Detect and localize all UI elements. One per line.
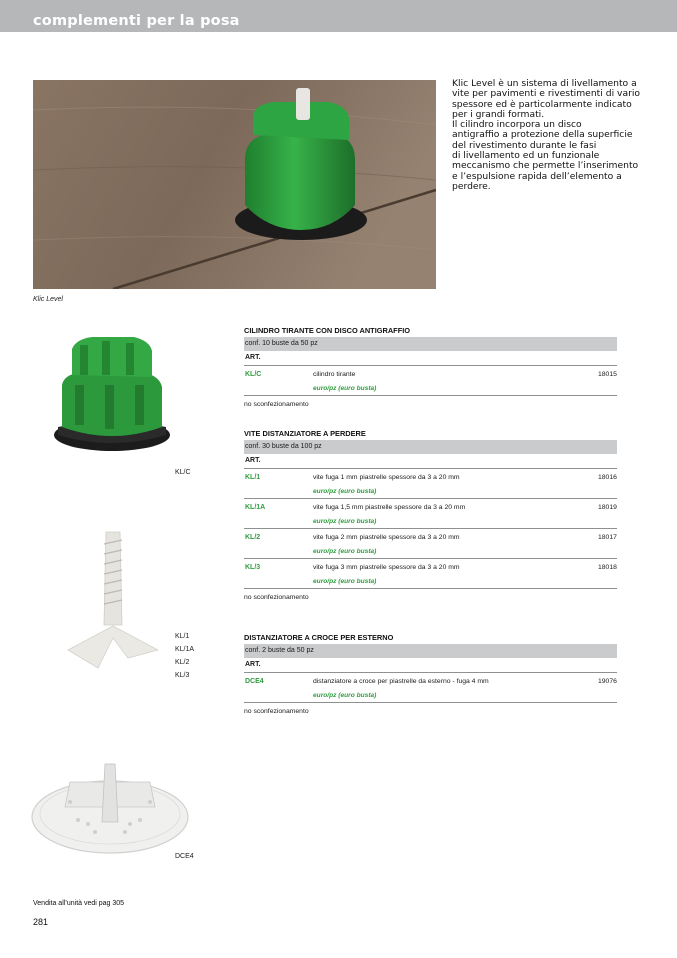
hero-photo: [33, 80, 436, 289]
intro-line: e l’espulsione rapida dell’elemento a: [452, 170, 622, 182]
section-distanziatore: [244, 631, 617, 715]
section-title: CILINDRO TIRANTE CON DISCO ANTIGRAFFIO: [244, 326, 411, 335]
item-code: KL/2: [245, 534, 261, 541]
item-desc: distanziatore a croce per piastrelle da esterno - fuga 4 mm: [313, 678, 489, 685]
item-price-label: euro/pz (euro busta): [313, 518, 377, 525]
cross-spacer-product-image: [30, 762, 190, 857]
item-number: 18015: [598, 371, 617, 378]
header-bar: [0, 0, 677, 32]
intro-line: Klic Level è un sistema di livellamento a: [452, 78, 637, 89]
hero-caption: Klic Level: [33, 296, 63, 303]
item-desc: cilindro tirante: [313, 371, 356, 378]
intro-line: spessore ed è particolarmente indicato: [452, 98, 632, 110]
intro-line: perdere.: [452, 180, 491, 192]
item-desc: vite fuga 1,5 mm piastrelle spessore da 3 a 20 mm: [313, 504, 466, 511]
section-note: no sconfezionamento: [244, 594, 309, 601]
art-header: ART.: [244, 351, 617, 366]
item-code: KL/3: [245, 564, 261, 571]
item-number: 18019: [598, 504, 617, 511]
art-header: ART.: [244, 454, 617, 469]
conf-row: conf. 2 buste da 50 pz: [244, 644, 617, 658]
section-title: DISTANZIATORE A CROCE PER ESTERNO: [244, 633, 394, 642]
item-desc: vite fuga 1 mm piastrelle spessore da 3 a 20 mm: [313, 474, 460, 481]
side-label-item: KL/1: [175, 633, 190, 640]
intro-line: per i grandi formati.: [452, 108, 545, 120]
side-label-klc: [175, 466, 191, 479]
table-row: [244, 469, 617, 499]
side-label-item: DCE4: [175, 853, 194, 860]
intro-line: Il cilindro incorpora un disco: [452, 119, 582, 131]
item-number: 18017: [598, 534, 617, 541]
item-price-label: euro/pz (euro busta): [313, 548, 377, 555]
item-price-label: euro/pz (euro busta): [313, 578, 377, 585]
intro-line: del rivestimento durante le fasi: [452, 139, 597, 151]
side-label-item: KL/1A: [175, 646, 195, 653]
item-number: 18018: [598, 564, 617, 571]
art-header: ART.: [244, 658, 617, 673]
page-title: complementi per la posa: [33, 13, 240, 29]
item-code: KL/C: [245, 371, 262, 378]
side-label-dce: [175, 850, 194, 863]
side-label-item: KL/2: [175, 659, 190, 666]
conf-row: conf. 30 buste da 100 pz: [244, 440, 617, 454]
item-code: KL/1: [245, 474, 261, 481]
conf-row: conf. 10 buste da 50 pz: [244, 337, 617, 351]
footer-note: Vendita all’unità vedi pag 305: [33, 900, 125, 907]
intro-text: [452, 79, 652, 192]
item-code: KL/1A: [245, 504, 266, 511]
item-number: 18016: [598, 474, 617, 481]
section-note: no sconfezionamento: [244, 708, 309, 715]
item-price-label: euro/pz (euro busta): [313, 692, 377, 699]
page-number: 281: [33, 917, 49, 927]
item-desc: vite fuga 2 mm piastrelle spessore da 3 a 20 mm: [313, 534, 460, 541]
cylinder-product-image: [50, 335, 170, 465]
intro-line: vite per pavimenti e rivestimenti di vario: [452, 88, 641, 100]
intro-line: meccanismo che permette l’inserimento: [452, 160, 639, 172]
item-code: DCE4: [245, 678, 264, 685]
item-number: 19076: [598, 678, 617, 685]
table-row: [244, 366, 617, 396]
table-row: [244, 673, 617, 703]
item-price-label: euro/pz (euro busta): [313, 385, 377, 392]
section-vite: [244, 427, 617, 601]
item-price-label: euro/pz (euro busta): [313, 488, 377, 495]
item-desc: vite fuga 3 mm piastrelle spessore da 3 a 20 mm: [313, 564, 460, 571]
table-row: [244, 559, 617, 589]
table-row: [244, 529, 617, 559]
screw-product-image: [66, 530, 166, 675]
side-label-item: KL/3: [175, 672, 190, 679]
intro-line: di livellamento ed un funzionale: [452, 150, 600, 162]
side-label-item: KL/C: [175, 469, 191, 476]
section-note: no sconfezionamento: [244, 401, 309, 408]
section-cilindro: [244, 324, 617, 408]
section-title: VITE DISTANZIATORE A PERDERE: [244, 429, 366, 438]
table-row: [244, 499, 617, 529]
side-label-screws: [175, 630, 194, 682]
intro-line: antigraffio a protezione della superficie: [452, 129, 633, 141]
